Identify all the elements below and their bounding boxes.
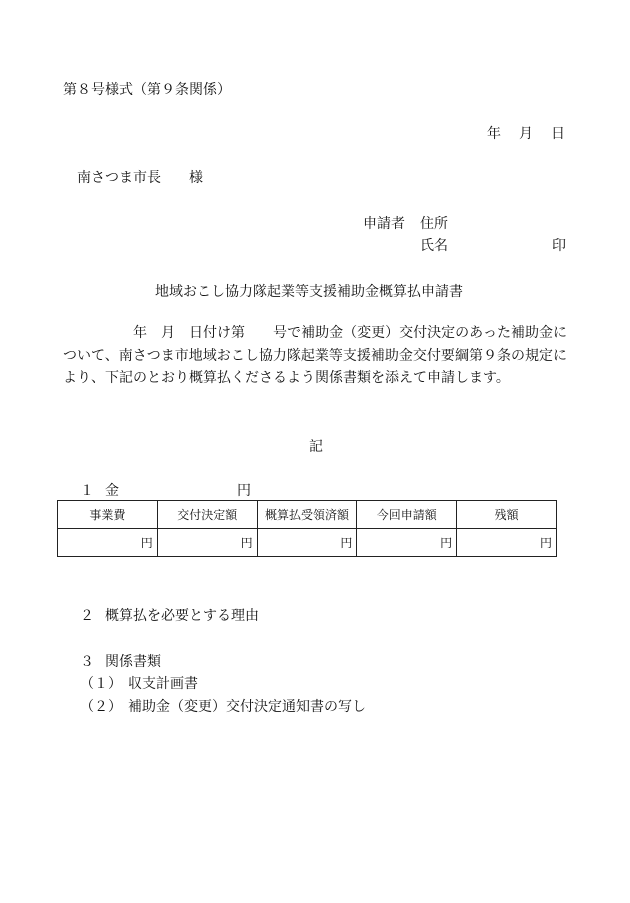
- value-remaining-amount: 円: [457, 529, 557, 557]
- value-advance-received-amount: 円: [257, 529, 357, 557]
- applicant-address-label: 住所: [420, 216, 448, 232]
- table-header-row: [58, 501, 557, 529]
- header-remaining-amount: 残額: [457, 501, 557, 529]
- value-grant-decision-amount: 円: [157, 529, 257, 557]
- section2-label: 概算払を必要とする理由: [105, 608, 259, 624]
- document-title: 地域おこし協力隊起業等支援補助金概算払申請書: [155, 284, 463, 300]
- ki-heading: 記: [309, 439, 323, 455]
- value-project-cost: 円: [58, 529, 158, 557]
- date-line: 年 月 日: [487, 126, 567, 142]
- applicant-label: 申請者: [363, 216, 405, 232]
- list-item-number: （２）: [80, 699, 122, 715]
- form-number: 第８号様式（第９条関係）: [63, 82, 231, 98]
- section3-number: ３: [80, 654, 94, 670]
- addressee: 南さつま市長 様: [77, 170, 203, 186]
- amounts-table: [57, 500, 557, 557]
- value-current-application-amount: 円: [357, 529, 457, 557]
- header-project-cost: 事業費: [58, 501, 158, 529]
- header-advance-received-amount: 概算払受領済額: [257, 501, 357, 529]
- seal-mark: 印: [552, 238, 566, 254]
- body-paragraph: 年 月 日付け第 号で補助金（変更）交付決定のあった補助金について、南さつま市地域おこし協力隊起業等支援補助金交付要綱第９条の規定により、下記のとおり概算払くださるよう関係書類を添えて申請します。: [63, 325, 567, 386]
- section1-label: 金: [105, 483, 119, 499]
- list-item-label: 補助金（変更）交付決定通知書の写し: [128, 699, 366, 715]
- list-item-number: （１）: [80, 676, 122, 692]
- table-value-row: [58, 529, 557, 557]
- section1-unit: 円: [237, 483, 251, 499]
- header-grant-decision-amount: 交付決定額: [157, 501, 257, 529]
- list-item-label: 収支計画書: [128, 676, 198, 692]
- section3-label: 関係書類: [105, 654, 161, 670]
- section1-number: １: [80, 483, 94, 499]
- section2-number: ２: [80, 608, 94, 624]
- applicant-name-label: 氏名: [420, 238, 448, 254]
- header-current-application-amount: 今回申請額: [357, 501, 457, 529]
